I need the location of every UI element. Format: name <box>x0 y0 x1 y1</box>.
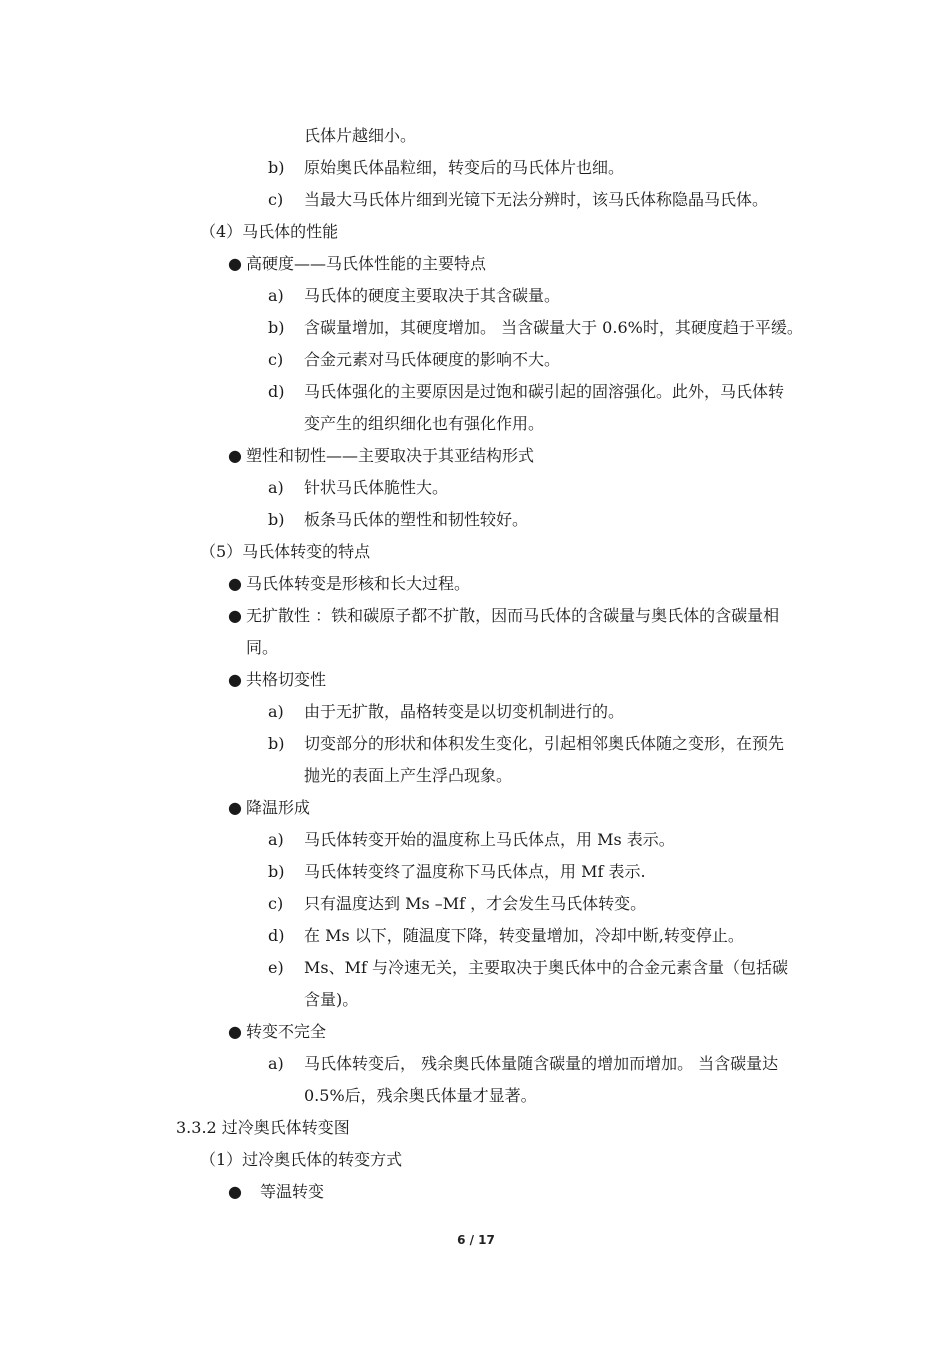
list-item-text: 马氏体强化的主要原因是过饱和碳引起的固溶强化。此外，马氏体转 <box>304 382 785 401</box>
list-marker: b) <box>268 862 285 881</box>
list-item-continuation: 变产生的组织细化也有强化作用。 <box>304 414 545 433</box>
section-heading: （4）马氏体的性能 <box>200 222 339 241</box>
bullet-item-continuation: 同。 <box>246 638 279 657</box>
list-marker: c) <box>268 894 284 913</box>
bullet-item-text: 马氏体转变是形核和长大过程。 <box>246 574 471 593</box>
list-item-text: 马氏体的硬度主要取决于其含碳量。 <box>304 286 561 305</box>
section-heading: （1）过冷奥氏体的转变方式 <box>200 1150 403 1169</box>
list-marker: a) <box>268 702 284 721</box>
bullet-item-text: 共格切变性 <box>246 670 327 689</box>
list-item-text: 针状马氏体脆性大。 <box>304 478 449 497</box>
list-item-text: 由于无扩散，晶格转变是以切变机制进行的。 <box>304 702 625 721</box>
list-item-continuation: 抛光的表面上产生浮凸现象。 <box>304 766 513 785</box>
subsection-heading: 3.3.2 过冷奥氏体转变图 <box>176 1118 350 1137</box>
list-marker: b) <box>268 510 285 529</box>
list-item-text: 合金元素对马氏体硬度的影响不大。 <box>304 350 561 369</box>
bullet-icon: ● <box>228 1182 242 1201</box>
list-item-text: 当最大马氏体片细到光镜下无法分辨时，该马氏体称隐晶马氏体。 <box>304 190 769 209</box>
page-number: 6 / 17 <box>457 1233 495 1247</box>
list-marker: a) <box>268 1054 284 1073</box>
list-marker: b) <box>268 318 285 337</box>
list-marker: c) <box>268 190 284 209</box>
bullet-icon: ● <box>228 1022 242 1041</box>
list-marker: c) <box>268 350 284 369</box>
list-marker: a) <box>268 478 284 497</box>
list-item-text: 只有温度达到 Ms –Mf ，才会发生马氏体转变。 <box>304 894 647 913</box>
list-marker: e) <box>268 958 284 977</box>
bullet-item-text: 转变不完全 <box>246 1022 327 1041</box>
list-marker: b) <box>268 158 285 177</box>
bullet-item-text: 高硬度——马氏体性能的主要特点 <box>246 254 487 273</box>
list-item-continuation: 含量)。 <box>304 990 359 1009</box>
bullet-item-text: 等温转变 <box>260 1182 325 1201</box>
list-item-continuation: 0.5%后，残余奥氏体量才显著。 <box>304 1086 537 1105</box>
text-line: 氏体片越细小。 <box>304 126 417 145</box>
bullet-icon: ● <box>228 798 242 817</box>
list-item-text: Ms、Mf 与冷速无关，主要取决于奥氏体中的合金元素含量（包括碳 <box>304 958 788 977</box>
list-item-text: 马氏体转变终了温度称下马氏体点，用 Mf 表示. <box>304 862 646 881</box>
list-item-text: 在 Ms 以下，随温度下降，转变量增加，冷却中断,转变停止。 <box>304 926 744 945</box>
bullet-icon: ● <box>228 446 242 465</box>
list-marker: d) <box>268 926 285 945</box>
list-item-text: 马氏体转变后， 残余奥氏体量随含碳量的增加而增加。 当含碳量达 <box>304 1054 779 1073</box>
list-item-text: 切变部分的形状和体积发生变化，引起相邻奥氏体随之变形，在预先 <box>304 734 785 753</box>
list-marker: a) <box>268 830 284 849</box>
section-heading: （5）马氏体转变的特点 <box>200 542 371 561</box>
bullet-item-text: 塑性和韧性——主要取决于其亚结构形式 <box>246 446 535 465</box>
list-item-text: 马氏体转变开始的温度称上马氏体点，用 Ms 表示。 <box>304 830 675 849</box>
list-marker: d) <box>268 382 285 401</box>
bullet-item-text: 降温形成 <box>246 798 311 817</box>
list-item-text: 含碳量增加，其硬度增加。 当含碳量大于 0.6%时，其硬度趋于平缓。 <box>304 318 803 337</box>
bullet-item-text: 无扩散性 ：铁和碳原子都不扩散，因而马氏体的含碳量与奥氏体的含碳量相 <box>246 606 780 625</box>
list-marker: a) <box>268 286 284 305</box>
list-item-text: 原始奥氏体晶粒细，转变后的马氏体片也细。 <box>304 158 625 177</box>
bullet-icon: ● <box>228 670 242 689</box>
bullet-icon: ● <box>228 254 242 273</box>
list-item-text: 板条马氏体的塑性和韧性较好。 <box>304 510 529 529</box>
bullet-icon: ● <box>228 574 242 593</box>
bullet-icon: ● <box>228 606 242 625</box>
list-marker: b) <box>268 734 285 753</box>
